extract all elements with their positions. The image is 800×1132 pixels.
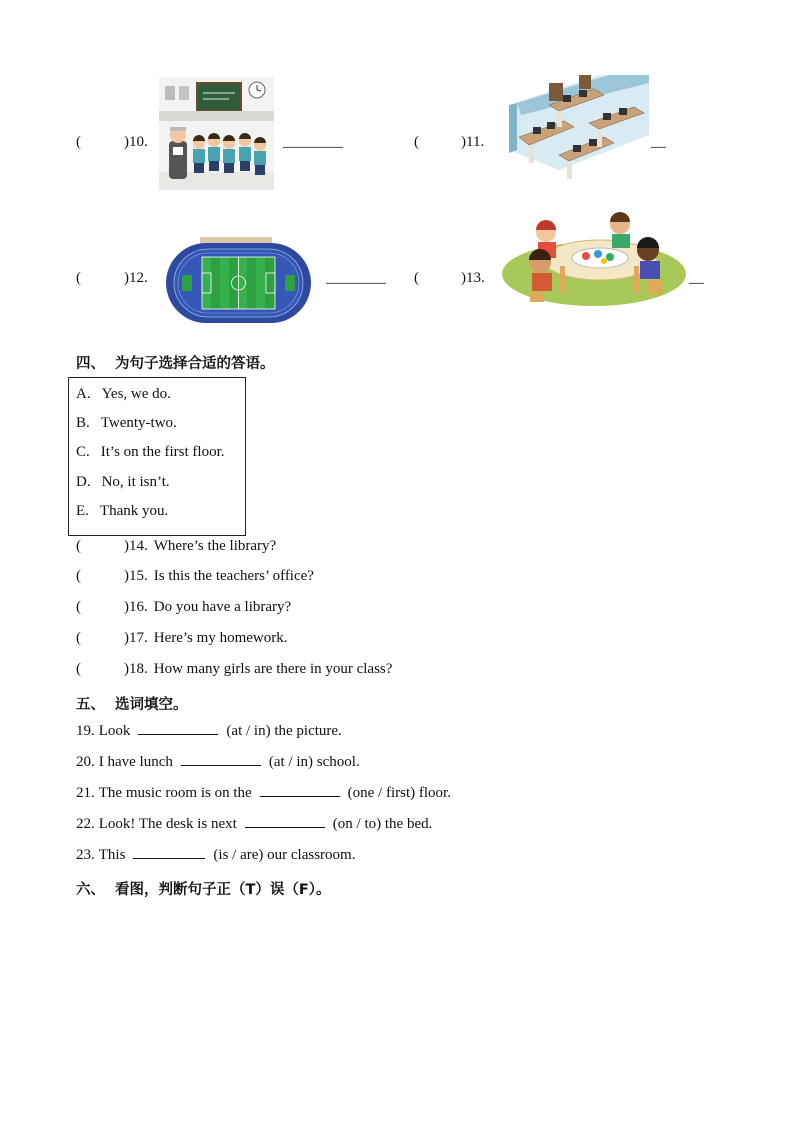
- fill-item-23: [76, 846, 355, 864]
- section5-heading: 选词填空。: [115, 697, 188, 713]
- question-number-12: )12.: [124, 270, 148, 286]
- question-14: [76, 538, 276, 555]
- question-number-11: )11.: [461, 134, 485, 150]
- question-18: [76, 661, 392, 678]
- option-text: Yes, we do.: [101, 386, 171, 402]
- item-text-before: Look: [98, 723, 131, 739]
- question-number: )17.: [124, 630, 148, 646]
- question-number-13: )13.: [461, 270, 485, 286]
- option-letter: E.: [76, 503, 89, 519]
- section5-number: 五、: [76, 697, 105, 713]
- option-text: Twenty-two.: [100, 415, 177, 431]
- item-number: 21.: [76, 785, 95, 801]
- playground-stadium-picture: [160, 235, 317, 327]
- item-text-before: This: [98, 847, 126, 863]
- question-number: )15.: [124, 568, 148, 584]
- computer-room-picture: [509, 75, 649, 188]
- fill-blank[interactable]: [138, 722, 218, 735]
- item-text-after: (on / to) the bed.: [332, 816, 433, 832]
- question-17: [76, 630, 287, 647]
- option-e: [76, 503, 168, 520]
- question-16: [76, 599, 291, 616]
- item-number: 23.: [76, 847, 95, 863]
- fill-blank[interactable]: [181, 753, 261, 766]
- question-number: )18.: [124, 661, 148, 677]
- item-text-after: (is / are) our classroom.: [213, 847, 356, 863]
- section4-number: 四、: [76, 356, 105, 372]
- answer-blank-13[interactable]: __: [689, 270, 704, 286]
- option-b: [76, 415, 177, 432]
- item-text-before: The music room is on the: [98, 785, 252, 801]
- question-number: )14.: [124, 538, 148, 554]
- item-text-before: I have lunch: [98, 754, 173, 770]
- item-text-after: (at / in) school.: [268, 754, 360, 770]
- option-letter: B.: [76, 415, 90, 431]
- question-15: [76, 568, 314, 585]
- fill-item-19: [76, 722, 342, 740]
- question-text: Is this the teachers’ office?: [153, 568, 314, 584]
- section6-number: 六、: [76, 882, 105, 898]
- answer-paren[interactable]: (: [76, 630, 81, 646]
- option-text: It’s on the first floor.: [100, 444, 225, 460]
- answer-blank-11[interactable]: __: [651, 134, 666, 150]
- answer-blank-10[interactable]: ________: [283, 134, 343, 150]
- question-text: How many girls are there in your class?: [153, 661, 393, 677]
- fill-item-21: [76, 784, 451, 802]
- answer-paren[interactable]: (: [76, 661, 81, 677]
- question-number: )16.: [124, 599, 148, 615]
- option-letter: C.: [76, 444, 90, 460]
- option-text: Thank you.: [99, 503, 169, 519]
- question-number-10: )10.: [124, 134, 148, 150]
- art-class-table-picture: [500, 210, 688, 310]
- item-number: 22.: [76, 816, 95, 832]
- item-text-after: (one / first) floor.: [347, 785, 451, 801]
- fill-item-22: [76, 815, 432, 833]
- section6-heading: 看图，判断句子正（T）误（F）。: [115, 882, 331, 898]
- option-a: [76, 386, 171, 403]
- option-letter: A.: [76, 386, 91, 402]
- question-text: Here’s my homework.: [153, 630, 288, 646]
- section4-heading: 为句子选择合适的答语。: [115, 356, 275, 372]
- answer-blank-12[interactable]: ________: [326, 270, 386, 286]
- question-text: Where’s the library?: [153, 538, 277, 554]
- option-letter: D.: [76, 474, 91, 490]
- fill-blank[interactable]: [133, 846, 205, 859]
- item-number: 20.: [76, 754, 95, 770]
- item-number: 19.: [76, 723, 95, 739]
- option-d: [76, 474, 170, 491]
- option-text: No, it isn’t.: [101, 474, 170, 490]
- answer-paren[interactable]: (: [76, 538, 81, 554]
- music-classroom-picture: [159, 77, 274, 190]
- answer-paren[interactable]: (: [76, 568, 81, 584]
- item-text-before: Look! The desk is next: [98, 816, 237, 832]
- answer-paren[interactable]: (: [76, 599, 81, 615]
- item-text-after: (at / in) the picture.: [226, 723, 342, 739]
- fill-blank[interactable]: [260, 784, 340, 797]
- answer-paren-10[interactable]: (: [76, 134, 81, 150]
- answer-paren-13[interactable]: (: [414, 270, 419, 286]
- fill-blank[interactable]: [245, 815, 325, 828]
- fill-item-20: [76, 753, 360, 771]
- question-text: Do you have a library?: [153, 599, 292, 615]
- answer-paren-11[interactable]: (: [414, 134, 419, 150]
- option-c: [76, 444, 225, 461]
- answer-paren-12[interactable]: (: [76, 270, 81, 286]
